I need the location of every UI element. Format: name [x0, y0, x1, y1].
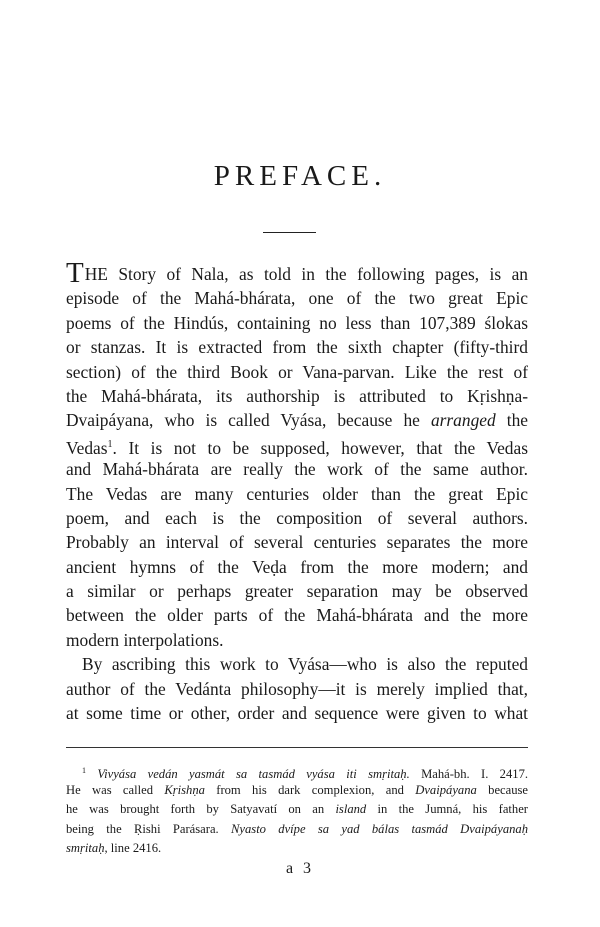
body-line: ancient hymns of the Veḍa from the more modern; and [66, 556, 528, 577]
footnote-divider [66, 747, 528, 748]
footnote-number: 1 [82, 766, 86, 775]
body-text [66, 262, 528, 725]
body-line: and Mahá-bhárata are really the work of the same author. [66, 459, 528, 480]
small-caps-text: HE [84, 264, 108, 284]
body-line: The Vedas are many centuries older than the great Epic [66, 483, 528, 504]
body-line [66, 408, 528, 432]
body-line: poems of the Hindús, containing no less than 107,389 ślokas [66, 312, 528, 333]
drop-cap: T [66, 262, 84, 287]
footnotes [66, 761, 528, 859]
body-line: between the older parts of the Mahá-bhárata and the more [66, 605, 528, 626]
body-line-text: Story of Nala, as told in the following pages, is an [107, 264, 528, 284]
text-span: Dvaipáyana, who is called Vyása, because he [66, 410, 431, 431]
body-line: a similar or perhaps greater separation may be observed [66, 581, 528, 602]
text-span: being the Ṛishi Parásara. [66, 821, 231, 836]
text-span: the [495, 410, 528, 431]
emphasis: Vivyása vedán yasmát sa tasmád vyása iti smṛitaḥ. [97, 767, 410, 781]
body-line: author of the Vedánta philosophy—it is merely implied that, [66, 678, 528, 699]
emphasis: Dvaipáyana [415, 782, 477, 797]
text-span: Vedas [66, 437, 108, 458]
footnote-line [66, 781, 528, 801]
text-span: He was called [66, 782, 165, 797]
body-line [66, 262, 528, 286]
body-line: the Mahá-bhárata, its authorship is attributed to Kṛishṇa- [66, 385, 528, 406]
emphasis: smṛitaḥ [66, 841, 105, 856]
body-line: Probably an interval of several centuries separates the more [66, 532, 528, 553]
body-line: By ascribing this work to Vyása—who is also the reputed [82, 654, 528, 675]
body-line [66, 433, 528, 457]
text-span: , line 2416. [104, 841, 162, 856]
title-divider [263, 232, 316, 233]
footnote-line [66, 839, 528, 859]
emphasis: island [335, 802, 367, 817]
text-span: Mahá-bh. I. 2417. [409, 767, 528, 781]
body-line: poem, and each is the composition of several authors. [66, 507, 528, 528]
footnote-line [66, 761, 528, 781]
emphasis: Kṛishṇa [164, 782, 205, 797]
body-line: episode of the Mahá-bhárata, one of the two great Epic [66, 288, 528, 309]
text-span: in the Jumná, his father [366, 802, 528, 817]
page-title: PREFACE. [213, 160, 387, 192]
text-span: . It is not to be supposed, however, that the Vedas [112, 437, 528, 458]
emphasis: arranged [430, 410, 496, 431]
footnote-line [66, 820, 528, 840]
body-line: at some time or other, order and sequence were given to what [66, 703, 528, 724]
text-span: he was brought forth by Satyavatí on an [66, 802, 336, 817]
body-line: modern interpolations. [66, 629, 224, 650]
text-span: from his dark complexion, and [204, 782, 416, 797]
emphasis: Nyasto dvípe sa yad bálas tasmád Dvaipáyanaḥ [231, 821, 528, 836]
footnote-line [66, 800, 528, 820]
body-line: section) of the third Book or Vana-parvan. Like the rest of [66, 361, 528, 382]
footnote-marker[interactable]: 1 [107, 438, 113, 450]
text-span: because [476, 782, 528, 797]
body-line: or stanzas. It is extracted from the sixth chapter (fifty-third [66, 337, 528, 358]
signature-mark: a 3 [285, 860, 315, 877]
